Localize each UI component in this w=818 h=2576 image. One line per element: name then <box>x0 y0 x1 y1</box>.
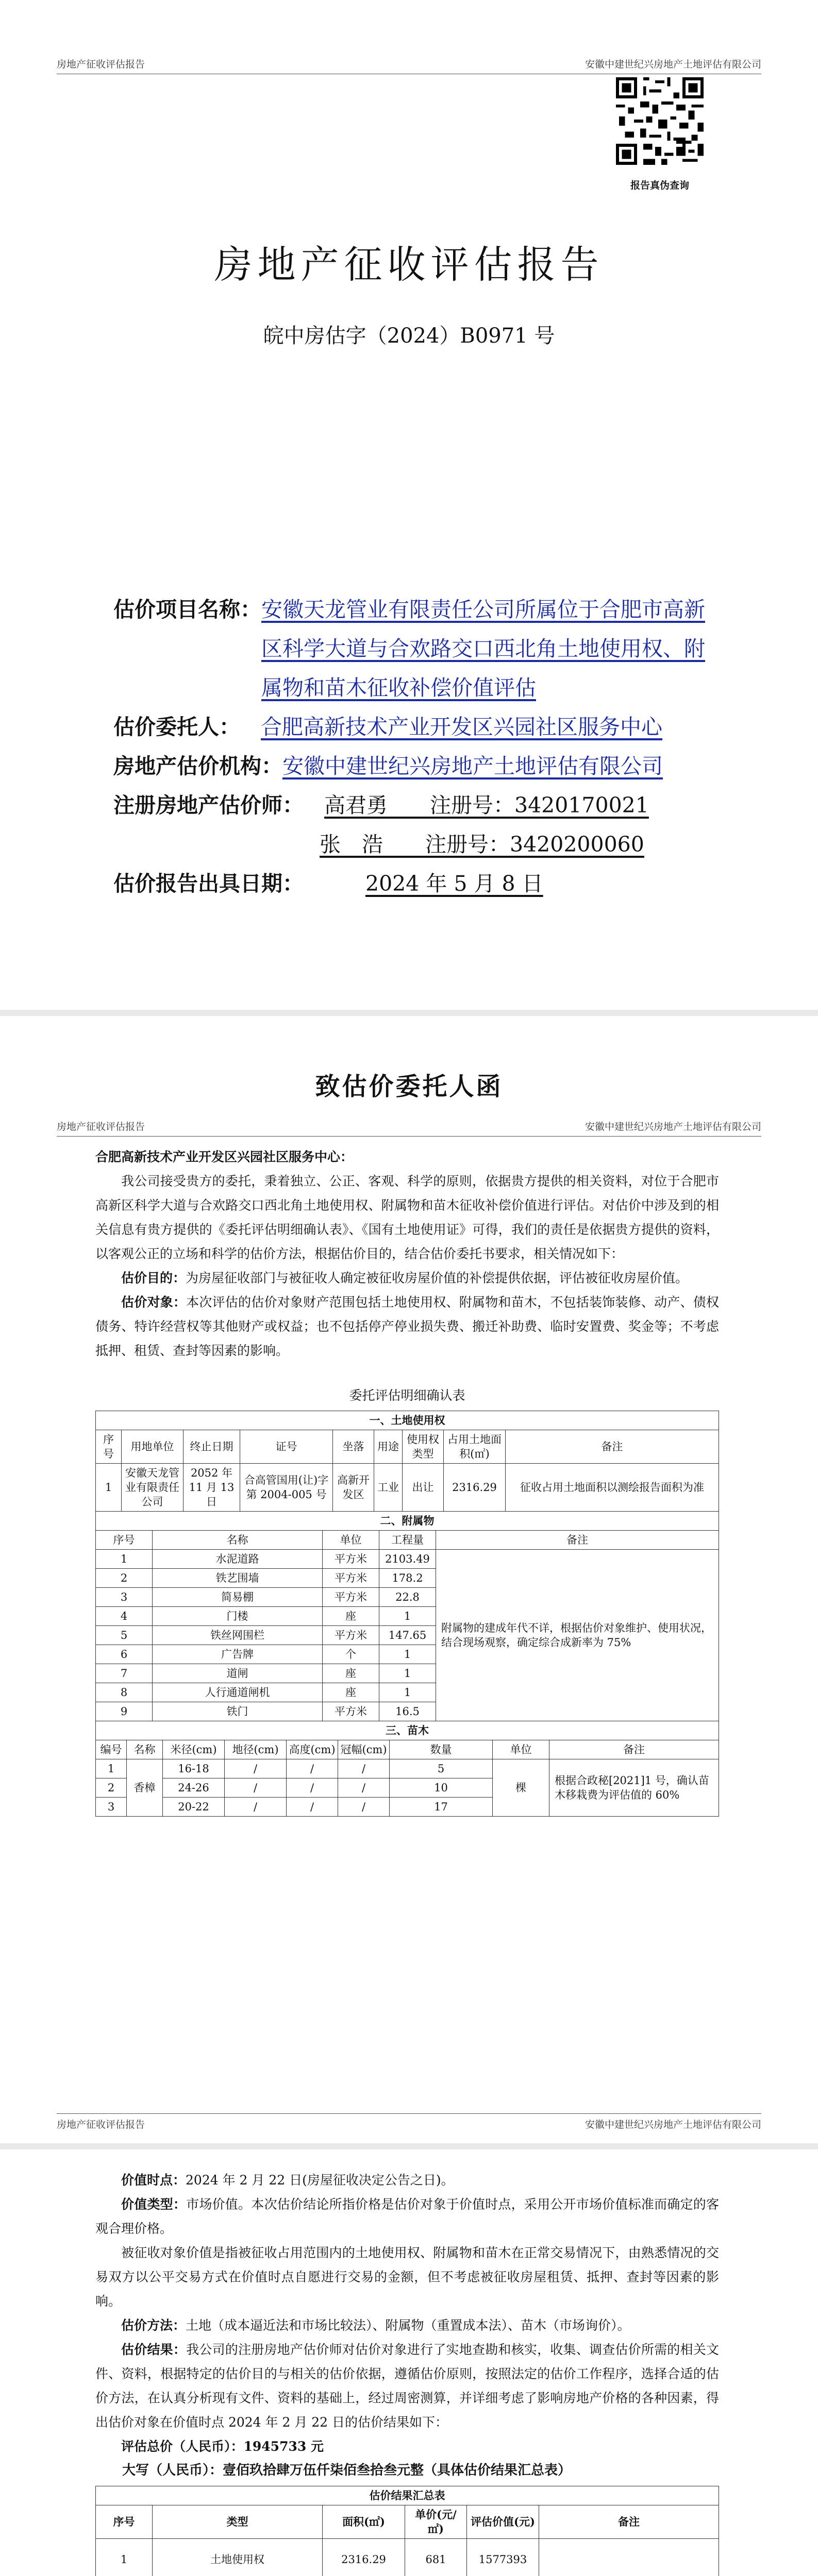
date-value: 2024 年 5 月 8 日 <box>365 871 543 896</box>
attach-cell: 平方米 <box>323 1550 379 1569</box>
salutation: 合肥高新技术产业开发区兴园社区服务中心： <box>95 1149 354 1164</box>
appraiser-row <box>113 786 722 825</box>
summary-header: 面积(㎡) <box>323 2505 405 2539</box>
tree-cell: 16-18 <box>163 1759 225 1778</box>
tree-header: 备注 <box>549 1740 719 1759</box>
land-header: 占用土地面积(㎡) <box>444 1430 506 1464</box>
attach-cell: 4 <box>96 1607 153 1626</box>
attach-cell: 铁门 <box>153 1702 323 1721</box>
attach-header: 工程量 <box>379 1531 436 1550</box>
tree-header: 编号 <box>96 1740 127 1759</box>
attach-cell: 水泥道路 <box>153 1550 323 1569</box>
letter-title: 致估价委托人函 <box>315 1072 503 1101</box>
agency-row <box>113 747 722 786</box>
object-text: 本次评估的估价对象财产范围包括土地使用权、附属物和苗木，不包括装饰装修、动产、债权债务、特许经营权等其他财产或权益；也不包括停产停业损失费、搬迁补助费、临时安置费、奖金等；不考虑抵押、租赁、查封等因素的影响。 <box>95 1295 719 1358</box>
tree-cell: 2 <box>96 1778 127 1798</box>
attach-cell: 3 <box>96 1588 153 1607</box>
table-caption: 委托评估明细确认表 <box>349 1388 465 1403</box>
tree-cell: 3 <box>96 1798 127 1817</box>
summary-note <box>539 2539 719 2576</box>
caps-line: 大写（人民币）：壹佰玖拾肆万伍仟柒佰叁拾叁元整（具体估价结果汇总表） <box>122 2463 572 2478</box>
table-row <box>96 1464 719 1512</box>
tree-cell: 10 <box>390 1778 493 1798</box>
summary-header: 评估价值(元) <box>467 2505 539 2539</box>
attach-cell: 个 <box>323 1645 379 1664</box>
tree-cell: / <box>287 1798 338 1817</box>
appraiser-1: 高君勇 注册号：3420170021 <box>324 793 649 818</box>
attach-cell: 5 <box>96 1626 153 1645</box>
page-separator <box>0 2143 818 2149</box>
land-section-title: 一、土地使用权 <box>96 1411 719 1430</box>
attach-cell: 2103.49 <box>379 1550 436 1569</box>
letter-body-2 <box>95 2168 719 2576</box>
tree-header: 地径(cm) <box>225 1740 287 1759</box>
project-value: 安徽天龙管业有限责任公司所属位于合肥市高新区科学大道与合欢路交口西北角土地使用权、附属物和苗木征收补偿价值评估 <box>261 597 705 700</box>
attach-cell: 1 <box>96 1550 153 1569</box>
qr-code-icon[interactable] <box>616 77 704 165</box>
footer-left: 房地产征收评估报告 <box>57 2119 145 2130</box>
project-row <box>113 590 722 707</box>
result-label: 估价结果： <box>121 2342 187 2357</box>
detail-table <box>95 1411 719 1512</box>
summary-header: 序号 <box>96 2505 153 2539</box>
value-date-label: 价值时点： <box>121 2173 186 2188</box>
table-row <box>96 1550 719 1569</box>
value-type-label: 价值类型： <box>121 2197 187 2212</box>
tree-section-title: 三、苗木 <box>96 1721 719 1740</box>
attach-note: 附属物的建成年代不详，根据估价对象维护、使用状况，结合现场观察，确定综合成新率为 75% <box>436 1550 719 1721</box>
attach-header: 单位 <box>323 1531 379 1550</box>
attach-cell: 1 <box>379 1607 436 1626</box>
object-label: 估价对象： <box>121 1295 187 1310</box>
attach-cell: 178.2 <box>379 1569 436 1588</box>
tree-cell: 5 <box>390 1759 493 1778</box>
attach-header: 名称 <box>153 1531 323 1550</box>
tree-cell: 24-26 <box>163 1778 225 1798</box>
tree-header: 米径(cm) <box>163 1740 225 1759</box>
tree-cell: / <box>225 1778 287 1798</box>
tree-cell: 20-22 <box>163 1798 225 1817</box>
attach-cell: 1 <box>379 1645 436 1664</box>
attach-cell: 1 <box>379 1683 436 1702</box>
result-paragraph <box>95 2337 719 2434</box>
land-header: 备注 <box>506 1430 719 1464</box>
attach-cell: 座 <box>323 1683 379 1702</box>
header-left: 房地产征收评估报告 <box>57 1121 145 1132</box>
agency-value: 安徽中建世纪兴房地产土地评估有限公司 <box>282 754 663 778</box>
land-header: 坐落 <box>333 1430 374 1464</box>
tree-cell: / <box>225 1759 287 1778</box>
header-left: 房地产征收评估报告 <box>57 59 145 70</box>
page-header <box>57 57 761 74</box>
project-label: 估价项目名称： <box>113 597 261 622</box>
attach-header: 序号 <box>96 1531 153 1550</box>
attach-cell: 1 <box>379 1664 436 1683</box>
attach-cell: 8 <box>96 1683 153 1702</box>
client-row <box>113 707 722 747</box>
summary-cell: 1 <box>96 2539 153 2576</box>
value-def-paragraph: 被征收对象价值是指被征收占用范围内的土地使用权、附属物和苗木在正常交易情况下，由熟悉情况的交易双方以公平交易方式在价值时点自愿进行交易的金额，但不考虑被征收房屋租赁、抵押、查封等因素的影响。 <box>95 2245 719 2309</box>
report-title: 房地产征收评估报告 <box>214 243 604 287</box>
tree-note: 根据合政秘[2021]1 号，确认苗木移栽费为评估值的 60% <box>549 1759 719 1817</box>
tree-header: 名称 <box>127 1740 163 1759</box>
land-header: 终止日期 <box>183 1430 240 1464</box>
land-cell: 2052 年 11 月 13 日 <box>183 1464 240 1512</box>
attach-section-title: 二、附属物 <box>96 1512 719 1531</box>
tree-cell: 1 <box>96 1759 127 1778</box>
agency-label: 房地产估价机构： <box>113 754 282 778</box>
land-cell: 工业 <box>374 1464 403 1512</box>
summary-header-row <box>96 2505 719 2539</box>
tree-cell: 17 <box>390 1798 493 1817</box>
attach-cell: 平方米 <box>323 1588 379 1607</box>
attach-cell: 22.8 <box>379 1588 436 1607</box>
method-text: 土地（成本逼近法和市场比较法）、附属物（重置成本法）、苗木（市场询价）。 <box>186 2318 630 2333</box>
land-cell: 2316.29 <box>444 1464 506 1512</box>
result-text: 我公司的注册房地产估价师对估价对象进行了实地查勘和核实，收集、调查估价所需的相关文件、资料，根据特定的估价目的与相关的估价依据，遵循估价原则，按照法定的估价工作程序，选择合适的估价方法，在认真分析现有文件、资料的基础上，经过周密测算，并详细考虑了影响房地产价格的各种因素，得出估价对象在价值时点 2024 年 2 月 22 日的估价结果如下： <box>95 2342 719 2430</box>
attach-cell: 16.5 <box>379 1702 436 1721</box>
summary-cell: 1577393 <box>467 2539 539 2576</box>
attach-cell: 平方米 <box>323 1569 379 1588</box>
table-row <box>96 1759 719 1778</box>
attach-cell: 147.65 <box>379 1626 436 1645</box>
tree-cell: / <box>225 1798 287 1817</box>
cover-info <box>113 590 722 903</box>
tree-table <box>95 1721 719 1817</box>
attach-cell: 铁丝网围栏 <box>153 1626 323 1645</box>
attach-cell: 9 <box>96 1702 153 1721</box>
summary-header: 单价(元/㎡) <box>405 2505 467 2539</box>
date-row <box>113 864 722 903</box>
attach-cell: 座 <box>323 1664 379 1683</box>
tree-cell: / <box>287 1778 338 1798</box>
land-header: 使用权类型 <box>403 1430 444 1464</box>
value-date-paragraph <box>95 2168 719 2192</box>
table-row <box>96 2539 719 2576</box>
client-value: 合肥高新技术产业开发区兴园社区服务中心 <box>261 715 662 739</box>
appraiser-row-2 <box>113 825 722 864</box>
summary-title: 估价结果汇总表 <box>96 2486 719 2505</box>
land-cell: 1 <box>96 1464 122 1512</box>
value-date-text: 2024 年 2 月 22 日(房屋征收决定公告之日)。 <box>186 2173 454 2188</box>
total-line: 评估总价（人民币）：1945733 元 <box>121 2439 324 2454</box>
qr-caption: 报告真伪查询 <box>630 180 689 191</box>
land-header-row <box>96 1430 719 1464</box>
value-type-paragraph <box>95 2192 719 2241</box>
summary-cell: 2316.29 <box>323 2539 405 2576</box>
land-cell: 征收占用土地面积以测绘报告面积为准 <box>506 1464 719 1512</box>
tree-header: 高度(cm) <box>287 1740 338 1759</box>
attach-cell: 7 <box>96 1664 153 1683</box>
method-label: 估价方法： <box>121 2318 186 2333</box>
attach-cell: 平方米 <box>323 1702 379 1721</box>
land-header: 用地单位 <box>122 1430 183 1464</box>
attach-cell: 2 <box>96 1569 153 1588</box>
land-cell: 高新开发区 <box>333 1464 374 1512</box>
tree-header: 单位 <box>493 1740 549 1759</box>
attach-header: 备注 <box>436 1531 719 1550</box>
land-cell: 安徽天龙管业有限责任公司 <box>122 1464 183 1512</box>
land-header: 序号 <box>96 1430 122 1464</box>
letter-page-1 <box>0 1016 818 2143</box>
summary-cell: 土地使用权 <box>153 2539 323 2576</box>
attach-cell: 人行通道闸机 <box>153 1683 323 1702</box>
summary-table <box>95 2486 719 2576</box>
tree-cell: / <box>338 1778 390 1798</box>
land-cell: 合高管国用(让)字第 2004-005 号 <box>240 1464 333 1512</box>
attach-cell: 广告牌 <box>153 1645 323 1664</box>
object-paragraph <box>95 1290 719 1363</box>
cover-page <box>0 0 818 1010</box>
tree-name: 香樟 <box>127 1759 163 1817</box>
attach-cell: 座 <box>323 1607 379 1626</box>
attach-cell: 道闸 <box>153 1664 323 1683</box>
letter-page-2 <box>0 2149 818 2576</box>
summary-cell: 681 <box>405 2539 467 2576</box>
header-right: 安徽中建世纪兴房地产土地评估有限公司 <box>585 59 761 70</box>
attach-table <box>95 1512 719 1721</box>
date-label: 估价报告出具日期： <box>113 871 304 896</box>
value-type-text: 市场价值。本次估价结论所指价格是估价对象于价值时点，采用公开市场价值标准而确定的客观合理价格。 <box>95 2197 719 2236</box>
tree-header: 数量 <box>390 1740 493 1759</box>
tree-cell: / <box>338 1798 390 1817</box>
tree-cell: / <box>338 1759 390 1778</box>
attach-cell: 简易棚 <box>153 1588 323 1607</box>
tree-unit: 棵 <box>493 1759 549 1817</box>
tree-header-row <box>96 1740 719 1759</box>
purpose-text: 为房屋征收部门与被征收人确定被征收房屋价值的补偿提供依据，评估被征收房屋价值。 <box>186 1270 689 1285</box>
page-header <box>57 1119 761 1137</box>
tree-cell: / <box>287 1759 338 1778</box>
land-header: 证号 <box>240 1430 333 1464</box>
page-separator <box>0 1010 818 1016</box>
attach-cell: 门楼 <box>153 1607 323 1626</box>
land-header: 用途 <box>374 1430 403 1464</box>
attach-cell: 铁艺围墙 <box>153 1569 323 1588</box>
letter-body-1 <box>95 1145 719 1817</box>
footer-right: 安徽中建世纪兴房地产土地评估有限公司 <box>585 2119 761 2130</box>
attach-cell: 6 <box>96 1645 153 1664</box>
purpose-label: 估价目的： <box>121 1270 186 1285</box>
tree-header: 冠幅(cm) <box>338 1740 390 1759</box>
attach-cell: 平方米 <box>323 1626 379 1645</box>
intro-paragraph: 我公司接受贵方的委托，秉着独立、公正、客观、科学的原则，依据贵方提供的相关资料，对位于合肥市高新区科学大道与合欢路交口西北角土地使用权、附属物和苗木征收补偿价值进行评估。对估价中涉及到的相关信息有贵方提供的《委托评估明细确认表》、《国有土地使用证》可得，我们的责任是依据贵方提供的资料，以客观公正的立场和科学的估价方法，根据估价目的，结合估价委托书要求，相关情况如下： <box>95 1174 719 1261</box>
appraiser-2: 张 浩 注册号：3420200060 <box>320 832 644 857</box>
page-footer <box>57 2113 761 2131</box>
land-cell: 出让 <box>403 1464 444 1512</box>
appraiser-label: 注册房地产估价师： <box>113 793 304 818</box>
method-paragraph <box>95 2313 719 2337</box>
client-label: 估价委托人： <box>113 715 240 739</box>
purpose-paragraph <box>95 1266 719 1290</box>
summary-header: 备注 <box>539 2505 719 2539</box>
report-number: 皖中房估字（2024）B0971 号 <box>263 324 555 348</box>
header-right: 安徽中建世纪兴房地产土地评估有限公司 <box>585 1121 761 1132</box>
summary-header: 类型 <box>153 2505 323 2539</box>
attach-header-row <box>96 1531 719 1550</box>
